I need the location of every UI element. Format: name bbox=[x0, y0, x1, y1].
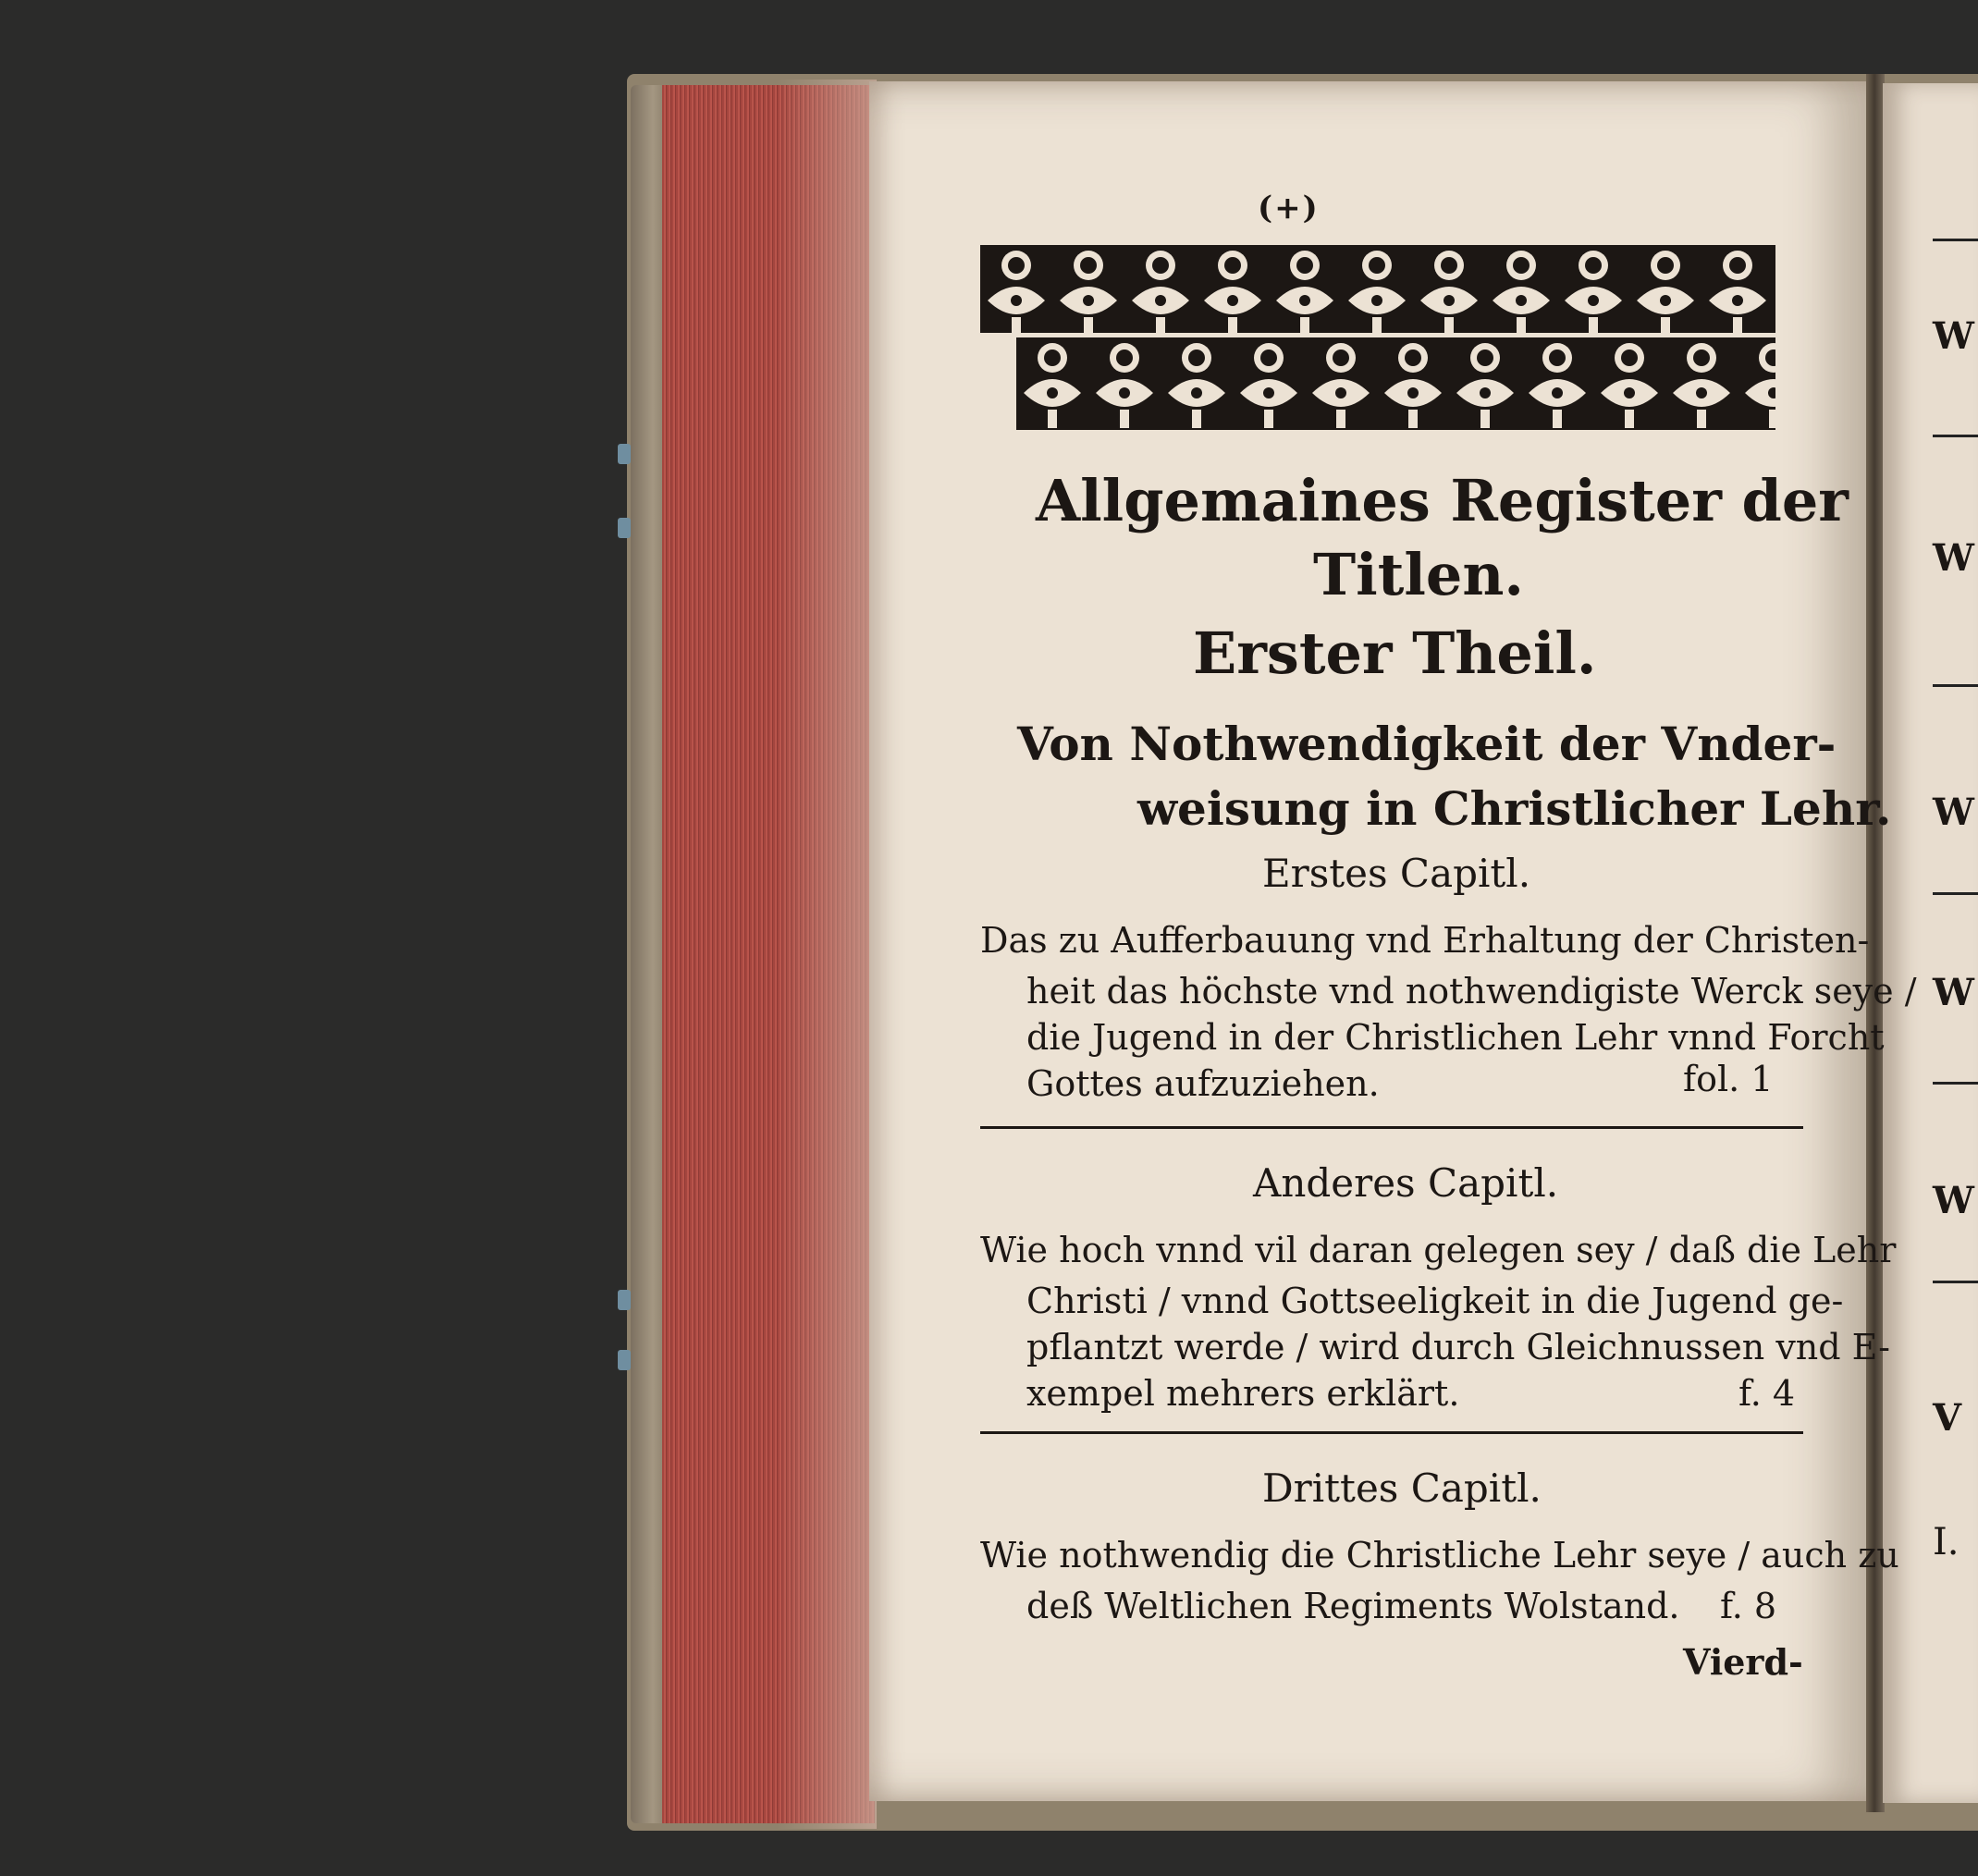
next-page-fragment: W bbox=[1933, 971, 1974, 1014]
next-page-rule bbox=[1933, 435, 1978, 437]
chapter-heading-1: Erstes Capitl. bbox=[1262, 851, 1531, 896]
next-page-fragment: W bbox=[1933, 791, 1974, 834]
signature-mark: (+) bbox=[1258, 190, 1320, 227]
chapter-2-line: Wie hoch vnnd vil daran gelegen sey / daß die Lehr bbox=[980, 1230, 1897, 1270]
folio-ref: f. 4 bbox=[1738, 1373, 1796, 1414]
next-page-rule bbox=[1933, 892, 1978, 895]
next-page-rule bbox=[1933, 1082, 1978, 1085]
chapter-1-line: heit das höchste vnd nothwendigiste Werck seye / bbox=[1026, 971, 1917, 1012]
chapter-1-line: Das zu Aufferbauung vnd Erhaltung der Christen- bbox=[980, 920, 1870, 961]
part-heading: Erster Theil. bbox=[1193, 619, 1597, 687]
divider-rule bbox=[980, 1126, 1803, 1129]
folio-ref: f. 8 bbox=[1720, 1586, 1777, 1626]
folio-ref: fol. 1 bbox=[1683, 1059, 1774, 1099]
chapter-heading-3: Drittes Capitl. bbox=[1262, 1465, 1542, 1511]
next-page-fragment: V bbox=[1933, 1396, 1962, 1440]
chapter-2-line: pflantzt werde / wird durch Gleichnussen vnd E- bbox=[1026, 1327, 1890, 1367]
chapter-3-line: Wie nothwendig die Christliche Lehr seye / auch zu bbox=[980, 1535, 1899, 1576]
catchword: Vierd- bbox=[1683, 1641, 1803, 1683]
ornament-border-icon bbox=[980, 245, 1775, 430]
chapter-1-line: die Jugend in der Christlichen Lehr vnnd Forcht bbox=[1026, 1017, 1885, 1058]
divider-rule bbox=[980, 1431, 1803, 1434]
clasp-icon bbox=[618, 1350, 631, 1370]
register-title: Allgemaines Register der bbox=[1036, 467, 1849, 534]
register-title-cont: Titlen. bbox=[1313, 541, 1524, 608]
next-page-rule bbox=[1933, 1281, 1978, 1283]
clasp-icon bbox=[618, 518, 631, 538]
section-heading-cont: weisung in Christlicher Lehr. bbox=[1137, 781, 1892, 836]
next-page-fragment: W bbox=[1933, 1179, 1974, 1222]
chapter-2-line: xempel mehrers erklärt. bbox=[1026, 1373, 1460, 1414]
page-edges-highlight bbox=[777, 80, 877, 1829]
next-page-fragment: W bbox=[1933, 536, 1974, 580]
chapter-1-line: Gottes aufzuziehen. bbox=[1026, 1063, 1380, 1104]
next-page-fragment: W bbox=[1933, 314, 1974, 358]
section-heading: Von Nothwendigkeit der Vnder- bbox=[1017, 717, 1837, 771]
chapter-2-line: Christi / vnnd Gottseeligkeit in die Jugend ge- bbox=[1026, 1281, 1844, 1321]
next-page-rule bbox=[1933, 239, 1978, 241]
chapter-heading-2: Anderes Capitl. bbox=[1253, 1160, 1559, 1206]
next-page-fragment: I. bbox=[1933, 1521, 1960, 1563]
clasp-icon bbox=[618, 444, 631, 464]
clasp-icon bbox=[618, 1290, 631, 1310]
next-page-rule bbox=[1933, 684, 1978, 687]
chapter-3-line: deß Weltlichen Regiments Wolstand. bbox=[1026, 1586, 1680, 1626]
